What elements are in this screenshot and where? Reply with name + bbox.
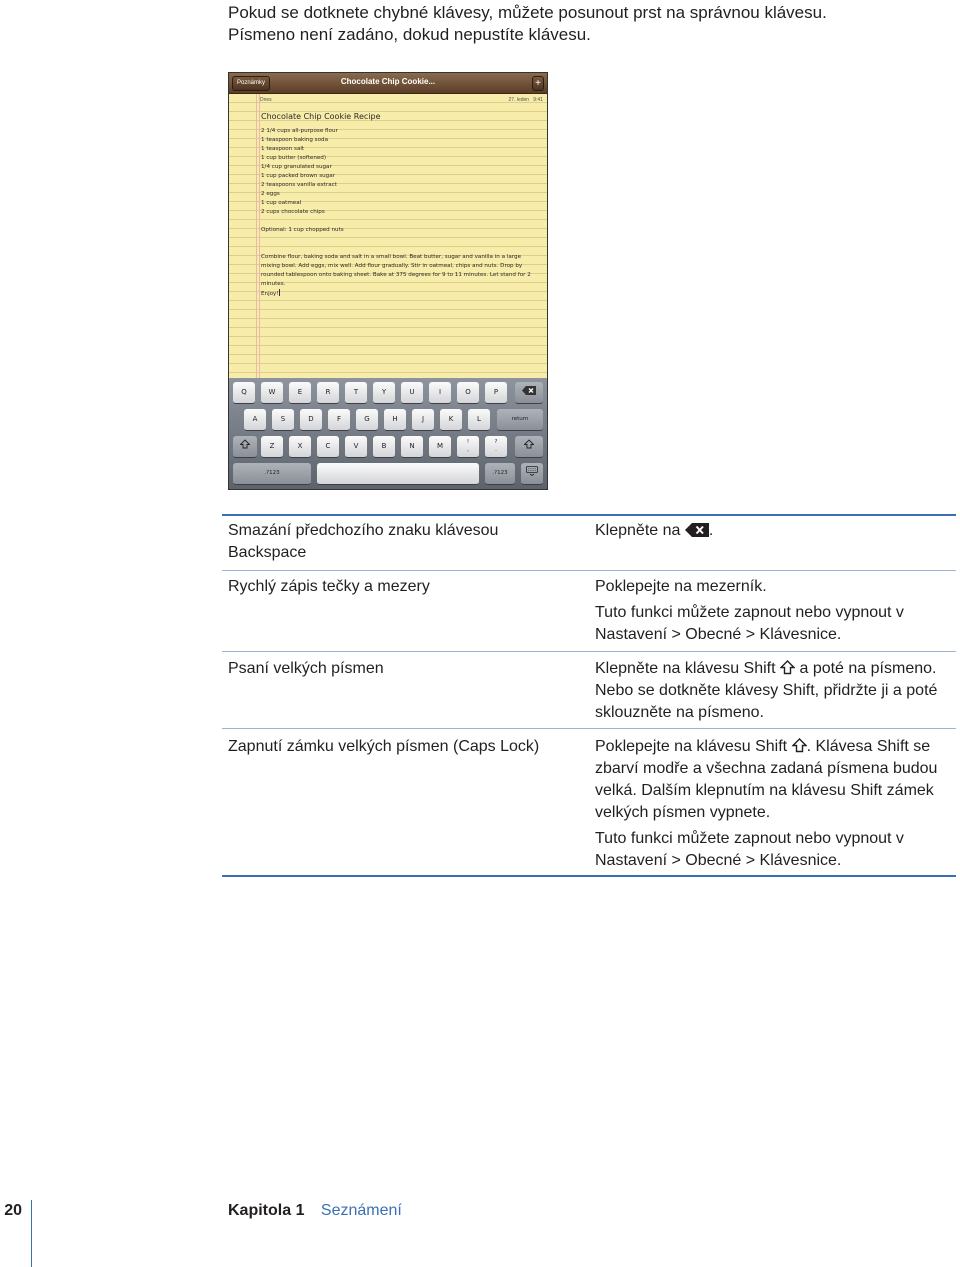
ingredient-line: 1 teaspoon baking soda xyxy=(261,137,328,143)
key-r[interactable]: R xyxy=(317,382,339,404)
note-heading: Chocolate Chip Cookie Recipe xyxy=(261,112,381,121)
key-i[interactable]: I xyxy=(429,382,451,404)
ipad-screenshot xyxy=(228,72,548,490)
numbers-key-left[interactable]: .?123 xyxy=(233,463,311,485)
row-divider xyxy=(222,651,956,652)
table-row-action: Smazání předchozího znaku klávesou Backspace xyxy=(228,522,499,561)
key-question-period[interactable]: ? . xyxy=(485,436,507,458)
add-note-button[interactable]: + xyxy=(532,76,544,91)
shift-icon xyxy=(780,660,795,675)
note-date-label: Dnes xyxy=(260,97,272,103)
table-row-instruction: Klepněte na . xyxy=(595,522,714,539)
key-u[interactable]: U xyxy=(401,382,423,404)
key-v[interactable]: V xyxy=(345,436,367,458)
key-j[interactable]: J xyxy=(412,409,434,431)
note-date: 27. leden xyxy=(508,97,530,103)
intro-line-1: Pokud se dotknete chybné klávesy, můžete posunout prst na správnou klávesu. xyxy=(228,3,827,22)
table-row-instruction: Klepněte na klávesu Shift a poté na písmeno. Nebo se dotkněte klávesy Shift, přidržte ji a poté sklouzněte na písmeno. xyxy=(595,660,938,721)
shift-icon xyxy=(524,439,534,449)
key-b[interactable]: B xyxy=(373,436,395,458)
key-a[interactable]: A xyxy=(244,409,266,431)
chapter-footer xyxy=(228,1202,402,1220)
table-top-rule xyxy=(222,514,956,516)
intro-line-2: Písmeno není zadáno, dokud nepustíte klávesu. xyxy=(228,25,591,44)
chapter-title: Seznámení xyxy=(320,1202,402,1219)
onscreen-keyboard xyxy=(229,378,547,489)
numbers-key-right[interactable]: .?123 xyxy=(485,463,515,485)
keyboard-icon xyxy=(526,466,538,476)
ingredient-line: 1/4 cup granulated sugar xyxy=(261,164,332,170)
shift-icon xyxy=(792,738,807,753)
key-c[interactable]: C xyxy=(317,436,339,458)
ingredient-line: 1 cup butter (softened) xyxy=(261,155,327,161)
key-m[interactable]: M xyxy=(429,436,451,458)
table-row-instruction: Poklepejte na mezerník. Tuto funkci můžete zapnout nebo vypnout v Nastavení > Obecné > Klávesnice. xyxy=(595,578,904,643)
key-z[interactable]: Z xyxy=(261,436,283,458)
table-row-action: Zapnutí zámku velkých písmen (Caps Lock) xyxy=(228,738,540,755)
shift-icon xyxy=(240,439,250,449)
key-f[interactable]: F xyxy=(328,409,350,431)
row-divider xyxy=(222,570,956,571)
text-cursor xyxy=(279,289,280,296)
closing-line: Enjoy! xyxy=(261,291,279,297)
note-title-bar: Chocolate Chip Cookie... xyxy=(340,77,436,86)
ingredient-line: 1 teaspoon salt xyxy=(261,146,305,152)
table-row-instruction: Poklepejte na klávesu Shift . Klávesa Shift se zbarví modře a všechna zadaná písmena budou velká. Dalším klepnutím na klávesu Shift zámek velkých písmen vypnete. Tuto funkci můžete zapnout nebo vypnout v Nastavení > Obecné > Klávesnice. xyxy=(595,738,938,869)
ingredient-line: 2 teaspoons vanilla extract xyxy=(261,182,337,188)
table-row-action: Psaní velkých písmen xyxy=(228,660,384,677)
page-number: 20 xyxy=(4,1202,22,1219)
note-paper[interactable] xyxy=(229,94,547,378)
ingredient-line: 2 eggs xyxy=(261,191,280,197)
notes-back-button[interactable]: Poznámky xyxy=(232,76,270,91)
ingredient-line: 1 cup packed brown sugar xyxy=(261,173,335,179)
key-y[interactable]: Y xyxy=(373,382,395,404)
note-body[interactable] xyxy=(261,112,541,299)
hide-keyboard-key[interactable] xyxy=(521,463,543,485)
key-p[interactable]: P xyxy=(485,382,507,404)
note-time: 9:41 xyxy=(533,97,543,103)
return-key[interactable]: return xyxy=(497,409,543,431)
key-l[interactable]: L xyxy=(468,409,490,431)
shift-key-right[interactable] xyxy=(515,436,543,458)
optional-line: Optional: 1 cup chopped nuts xyxy=(261,227,344,233)
table-bottom-rule xyxy=(222,875,956,877)
key-o[interactable]: O xyxy=(457,382,479,404)
backspace-icon xyxy=(522,386,536,395)
key-q[interactable]: Q xyxy=(233,382,255,404)
backspace-key[interactable] xyxy=(515,382,543,404)
backspace-icon xyxy=(685,523,709,537)
ingredient-line: 2 cups chocolate chips xyxy=(261,209,325,215)
ingredient-line: 1 cup oatmeal xyxy=(261,200,302,206)
shift-key-left[interactable] xyxy=(233,436,257,458)
ingredient-line: 2 1/4 cups all-purpose flour xyxy=(261,128,338,134)
row-divider xyxy=(222,728,956,729)
key-e[interactable]: E xyxy=(289,382,311,404)
key-w[interactable]: W xyxy=(261,382,283,404)
chapter-label: Kapitola 1 xyxy=(228,1202,305,1219)
method-paragraph: Combine flour, baking soda and salt in a small bowl. Beat butter, sugar and vanilla in a large mixing bowl. Add eggs, mix well. Add flour gradually. Stir in oatmeal, chips and nuts. Drop by rounded tablespoon onto baking sheet. Bake at 375 degrees for 9 to 11 minutes. Let stand for 2 minutes. xyxy=(261,254,531,287)
intro-text xyxy=(228,2,928,46)
table-row-action: Rychlý zápis tečky a mezery xyxy=(228,578,430,595)
key-d[interactable]: D xyxy=(300,409,322,431)
note-date-time xyxy=(509,97,543,103)
key-n[interactable]: N xyxy=(401,436,423,458)
key-h[interactable]: H xyxy=(384,409,406,431)
key-x[interactable]: X xyxy=(289,436,311,458)
space-bar[interactable] xyxy=(317,463,479,485)
page-number-rule xyxy=(31,1200,32,1267)
notes-navbar xyxy=(229,73,547,94)
key-k[interactable]: K xyxy=(440,409,462,431)
key-exclamation-comma[interactable]: ! , xyxy=(457,436,479,458)
key-g[interactable]: G xyxy=(356,409,378,431)
key-t[interactable]: T xyxy=(345,382,367,404)
key-s[interactable]: S xyxy=(272,409,294,431)
